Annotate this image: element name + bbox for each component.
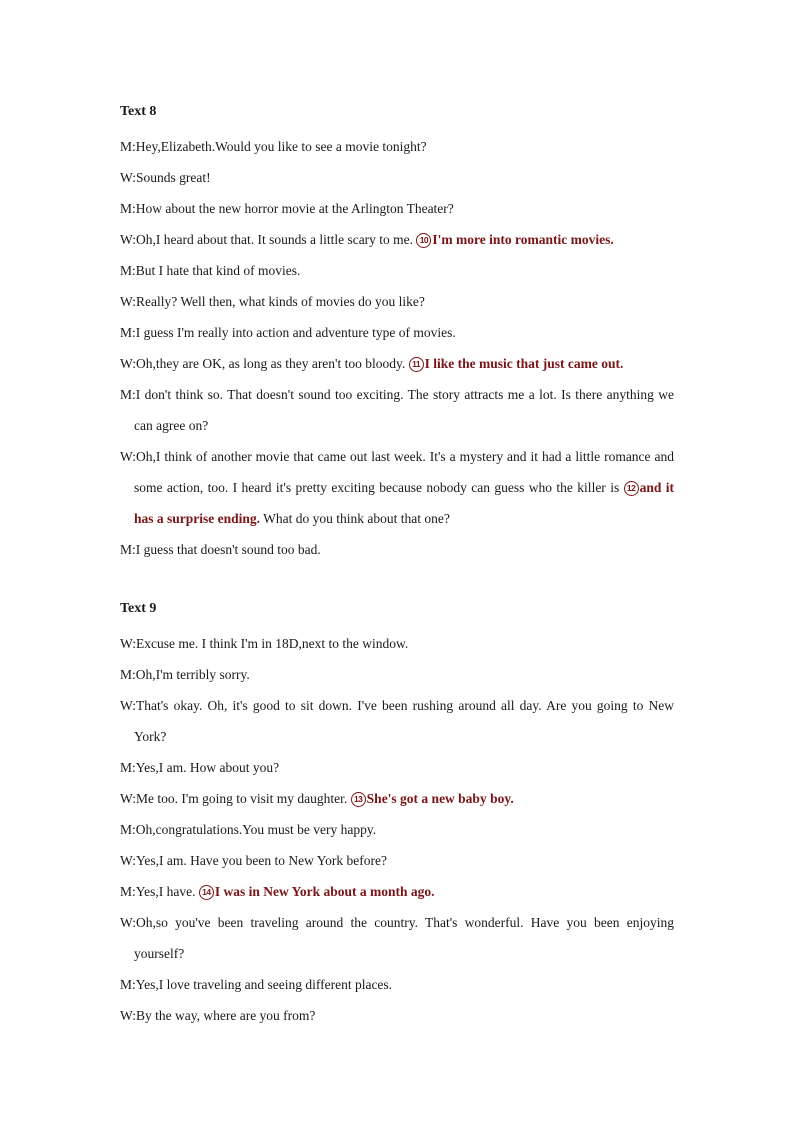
dialog-line — [120, 286, 674, 317]
line-text: M:Yes,I am. How about you? — [120, 760, 280, 775]
dialog-line — [120, 131, 674, 162]
highlighted-answer: and it has a surprise ending. — [134, 480, 674, 526]
line-text: M:Yes,I love traveling and seeing different places. — [120, 977, 393, 992]
circled-number: 14 — [199, 885, 214, 900]
highlighted-answer: She's got a new baby boy. — [366, 791, 514, 806]
line-text: W:Oh,I heard about that. It sounds a little scary to me. — [120, 232, 417, 247]
dialog-line — [120, 162, 674, 193]
line-text: W:By the way, where are you from? — [120, 1008, 316, 1023]
line-text: M:Oh,congratulations.You must be very happy. — [120, 822, 377, 837]
line-text: W:Oh,they are OK, as long as they aren't too bloody. — [120, 356, 409, 371]
dialog-line — [120, 876, 674, 907]
section-text-9 — [120, 597, 674, 1031]
dialog-line — [120, 659, 674, 690]
line-text-after: What do you think about that one? — [260, 511, 450, 526]
line-text: W:Sounds great! — [120, 170, 211, 185]
dialog-line — [120, 317, 674, 348]
dialog-line — [120, 1000, 674, 1031]
line-text: M:I guess I'm really into action and adventure type of movies. — [120, 325, 456, 340]
section-title: Text 9 — [120, 601, 157, 616]
section-text-8 — [120, 100, 674, 565]
dialog-line — [120, 379, 674, 441]
dialog-line — [120, 193, 674, 224]
circled-number: 10 — [416, 233, 431, 248]
highlighted-answer: I'm more into romantic movies. — [432, 232, 614, 247]
dialog-line — [120, 441, 674, 534]
dialog-line — [120, 224, 674, 255]
line-text: W:Really? Well then, what kinds of movies do you like? — [120, 294, 425, 309]
line-text: M:I guess that doesn't sound too bad. — [120, 542, 321, 557]
line-text: M:How about the new horror movie at the Arlington Theater? — [120, 201, 454, 216]
highlighted-answer: I like the music that just came out. — [424, 356, 624, 371]
line-text: W:Excuse me. I think I'm in 18D,next to the window. — [120, 636, 409, 651]
line-text: M:But I hate that kind of movies. — [120, 263, 301, 278]
dialog-line — [120, 969, 674, 1000]
line-text: W:Yes,I am. Have you been to New York before? — [120, 853, 387, 868]
dialog-line — [120, 534, 674, 565]
dialog-line — [120, 907, 674, 969]
dialog-line — [120, 255, 674, 286]
dialog-line — [120, 752, 674, 783]
section-title: Text 8 — [120, 104, 157, 119]
dialog-line — [120, 845, 674, 876]
circled-number: 12 — [624, 481, 639, 496]
circled-number: 11 — [409, 357, 424, 372]
dialog-line — [120, 690, 674, 752]
line-text: M:I don't think so. That doesn't sound too exciting. The story attracts me a lot. Is there anything we can agree on? — [120, 387, 674, 433]
line-text: W:Oh,so you've been traveling around the country. That's wonderful. Have you been enjoying yourself? — [120, 915, 674, 961]
line-text: M:Oh,I'm terribly sorry. — [120, 667, 250, 682]
line-text: W:Oh,I think of another movie that came out last week. It's a mystery and it had a little romance and some action, too. I heard it's pretty exciting because nobody can guess who the killer is — [120, 449, 674, 495]
line-text: W:That's okay. Oh, it's good to sit down. I've been rushing around all day. Are you going to New York? — [120, 698, 674, 744]
circled-number: 13 — [351, 792, 366, 807]
highlighted-answer: I was in New York about a month ago. — [214, 884, 435, 899]
dialog-line — [120, 628, 674, 659]
dialog-line — [120, 814, 674, 845]
dialog-line — [120, 348, 674, 379]
dialog-line — [120, 783, 674, 814]
document-page — [120, 100, 674, 1031]
line-text: M:Yes,I have. — [120, 884, 199, 899]
line-text: W:Me too. I'm going to visit my daughter. — [120, 791, 351, 806]
line-text: M:Hey,Elizabeth.Would you like to see a movie tonight? — [120, 139, 427, 154]
